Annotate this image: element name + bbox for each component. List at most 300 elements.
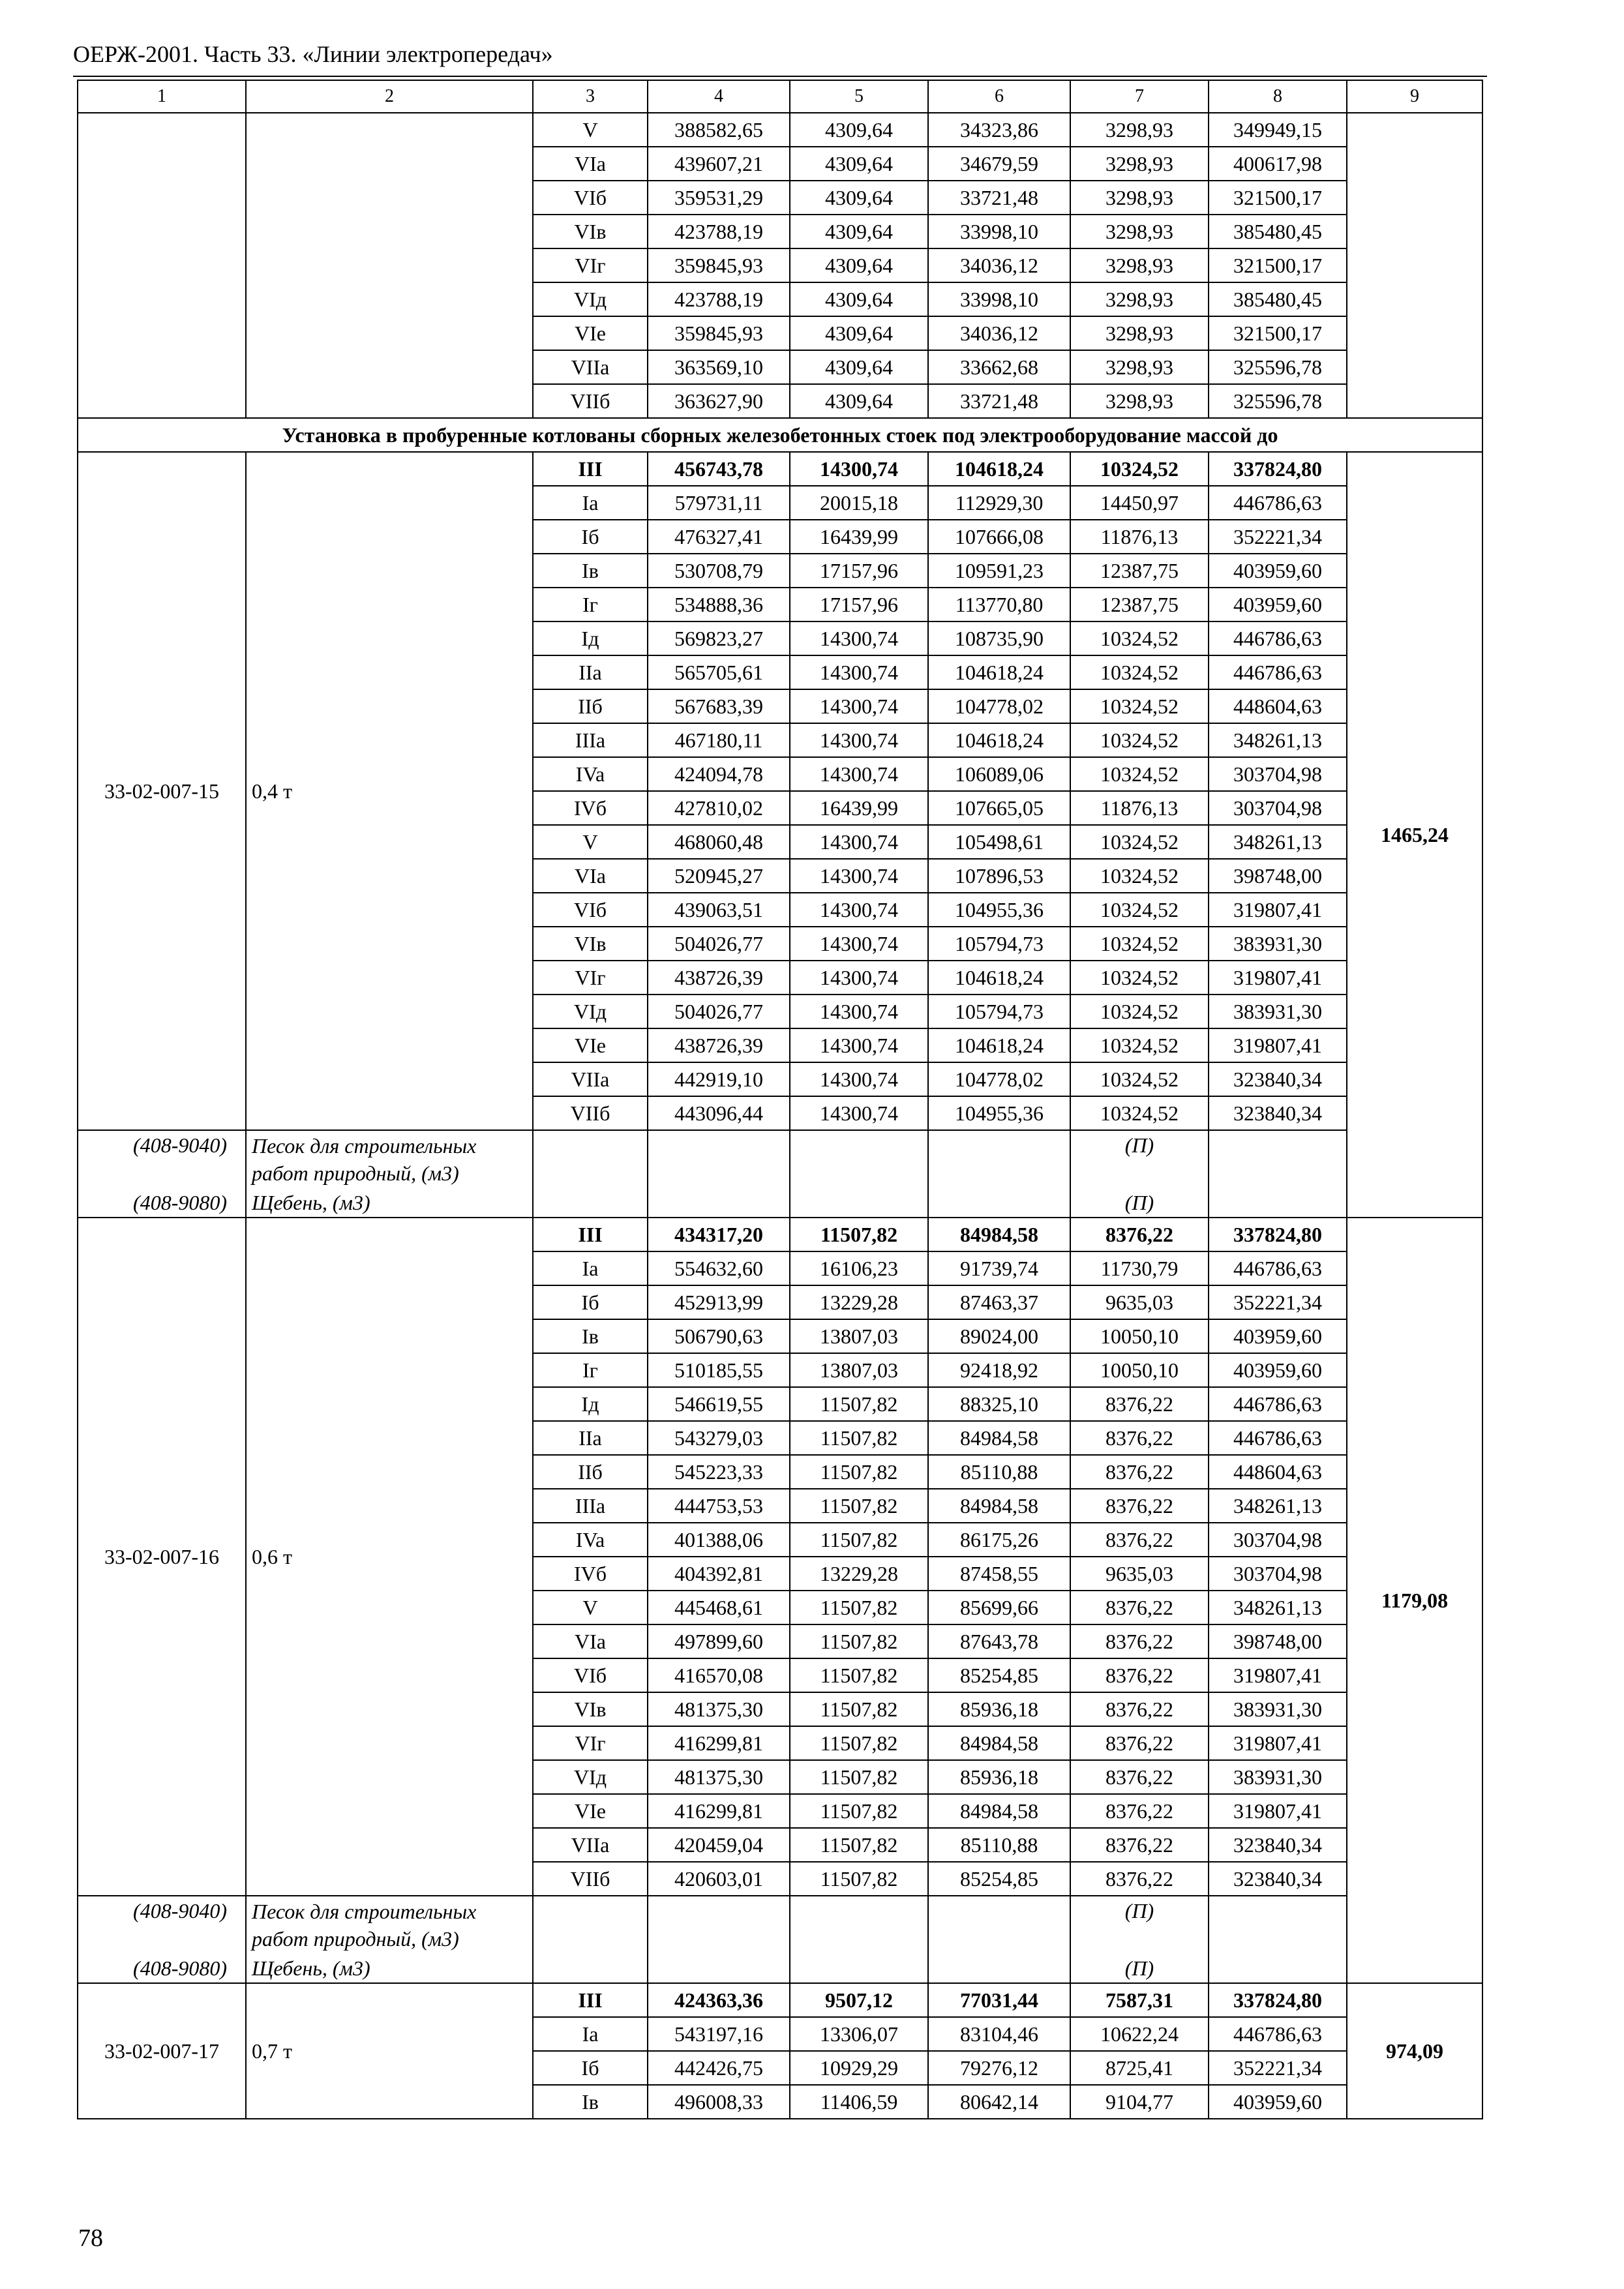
- rate-code: 33-02-007-15: [78, 452, 246, 1130]
- zone-cell: IVб: [533, 1557, 648, 1591]
- machinist-wages-cell: 8376,22: [1070, 1489, 1209, 1523]
- wages-cell: 13807,03: [790, 1319, 928, 1353]
- wages-cell: 14300,74: [790, 723, 928, 757]
- wages-cell: 14300,74: [790, 1028, 928, 1062]
- zone-cell: IVa: [533, 1523, 648, 1557]
- machines-cell: 104955,36: [928, 893, 1070, 927]
- machinist-wages-cell: 8376,22: [1070, 1726, 1209, 1760]
- material-name: [246, 1130, 533, 1188]
- machinist-wages-cell: 10324,52: [1070, 1028, 1209, 1062]
- material-name-line: Песок для строительных: [252, 1133, 477, 1158]
- machines-cell: 87458,55: [928, 1557, 1070, 1591]
- zone-cell: Ia: [533, 1251, 648, 1285]
- table-row: [78, 1218, 1482, 1251]
- zone-cell: VIa: [533, 147, 648, 181]
- materials-cell: 385480,45: [1209, 215, 1347, 248]
- machines-cell: 104618,24: [928, 1028, 1070, 1062]
- material-code: (408-9080): [78, 1188, 246, 1218]
- total-cost-cell: 504026,77: [648, 927, 790, 961]
- materials-cell: 446786,63: [1209, 2017, 1347, 2051]
- materials-cell: 383931,30: [1209, 1760, 1347, 1794]
- total-cost-cell: 445468,61: [648, 1591, 790, 1624]
- total-cost-cell: 424094,78: [648, 757, 790, 791]
- materials-cell: 385480,45: [1209, 282, 1347, 316]
- page-header: ОЕРЖ-2001. Часть 33. «Линии электропередач»: [73, 41, 553, 67]
- wages-cell: 11507,82: [790, 1794, 928, 1828]
- wages-cell: 20015,18: [790, 486, 928, 520]
- material-name: [246, 1896, 533, 1953]
- machines-cell: 85936,18: [928, 1760, 1070, 1794]
- wages-cell: 11507,82: [790, 1591, 928, 1624]
- machines-cell: 104778,02: [928, 1062, 1070, 1096]
- wages-cell: 14300,74: [790, 621, 928, 655]
- zone-cell: VIд: [533, 282, 648, 316]
- zone-cell: Iд: [533, 1387, 648, 1421]
- zone-cell: VIa: [533, 859, 648, 893]
- zone-cell: VIг: [533, 1726, 648, 1760]
- total-cost-cell: 520945,27: [648, 859, 790, 893]
- total-cost-cell: 504026,77: [648, 995, 790, 1028]
- wages-cell: 14300,74: [790, 1062, 928, 1096]
- machines-cell: 104618,24: [928, 655, 1070, 689]
- machinist-wages-cell: 8376,22: [1070, 1421, 1209, 1455]
- wages-cell: 4309,64: [790, 282, 928, 316]
- machinist-wages-cell: 12387,75: [1070, 554, 1209, 588]
- materials-cell: 446786,63: [1209, 1387, 1347, 1421]
- machines-cell: 34036,12: [928, 316, 1070, 350]
- machinist-wages-cell: 10324,52: [1070, 1096, 1209, 1130]
- machinist-wages-cell: 8376,22: [1070, 1794, 1209, 1828]
- zone-cell: IVб: [533, 791, 648, 825]
- materials-cell: 398748,00: [1209, 1624, 1347, 1658]
- machinist-wages-cell: 10324,52: [1070, 621, 1209, 655]
- code-cell: [78, 113, 246, 418]
- total-cost-cell: 401388,06: [648, 1523, 790, 1557]
- machines-cell: 107666,08: [928, 520, 1070, 554]
- material-code: (408-9080): [78, 1953, 246, 1983]
- total-cost-cell: 443096,44: [648, 1096, 790, 1130]
- zone-cell: III: [533, 1218, 648, 1251]
- wages-cell: 11507,82: [790, 1218, 928, 1251]
- wages-cell: 11507,82: [790, 1489, 928, 1523]
- zone-cell: VIв: [533, 215, 648, 248]
- zone-cell: VIд: [533, 1760, 648, 1794]
- zone-cell: Iг: [533, 588, 648, 621]
- materials-cell: 383931,30: [1209, 995, 1347, 1028]
- machinist-wages-cell: 3298,93: [1070, 181, 1209, 215]
- materials-cell: 303704,98: [1209, 791, 1347, 825]
- materials-cell: 323840,34: [1209, 1096, 1347, 1130]
- column-number-1: 1: [78, 80, 246, 113]
- machines-cell: 105498,61: [928, 825, 1070, 859]
- machines-cell: 85699,66: [928, 1591, 1070, 1624]
- materials-cell: 337824,80: [1209, 1218, 1347, 1251]
- empty-cell: [533, 1130, 648, 1188]
- materials-cell: 303704,98: [1209, 757, 1347, 791]
- material-row: [78, 1953, 1482, 1983]
- column-number-6: 6: [928, 80, 1070, 113]
- zone-cell: VIв: [533, 927, 648, 961]
- machines-cell: 88325,10: [928, 1387, 1070, 1421]
- material-name-line: работ природный, (м3): [252, 1161, 459, 1185]
- table-row: [78, 1983, 1482, 2017]
- total-cost-cell: 442919,10: [648, 1062, 790, 1096]
- materials-cell: 323840,34: [1209, 1062, 1347, 1096]
- empty-cell: [790, 1188, 928, 1218]
- machines-cell: 34679,59: [928, 147, 1070, 181]
- materials-cell: 348261,13: [1209, 723, 1347, 757]
- materials-cell: 319807,41: [1209, 1658, 1347, 1692]
- materials-cell: 337824,80: [1209, 452, 1347, 486]
- zone-cell: Ia: [533, 486, 648, 520]
- material-name-line: Щебень, (м3): [252, 1956, 370, 1980]
- zone-cell: IIIa: [533, 723, 648, 757]
- wages-cell: 14300,74: [790, 1096, 928, 1130]
- machinist-wages-cell: 3298,93: [1070, 215, 1209, 248]
- machinist-wages-cell: 11876,13: [1070, 791, 1209, 825]
- machinist-wages-cell: 3298,93: [1070, 113, 1209, 147]
- total-cost-cell: 506790,63: [648, 1319, 790, 1353]
- materials-cell: 400617,98: [1209, 147, 1347, 181]
- machines-cell: 34036,12: [928, 248, 1070, 282]
- wages-cell: 13306,07: [790, 2017, 928, 2051]
- machines-cell: 85254,85: [928, 1658, 1070, 1692]
- wages-cell: 4309,64: [790, 384, 928, 418]
- material-row: [78, 1188, 1482, 1218]
- zone-cell: VIб: [533, 1658, 648, 1692]
- zone-cell: VIe: [533, 1028, 648, 1062]
- wages-cell: 13229,28: [790, 1285, 928, 1319]
- machinist-wages-cell: 8376,22: [1070, 1658, 1209, 1692]
- wages-cell: 4309,64: [790, 215, 928, 248]
- total-cost-cell: 420459,04: [648, 1828, 790, 1862]
- extra-value: 974,09: [1347, 1983, 1482, 2119]
- materials-cell: 303704,98: [1209, 1557, 1347, 1591]
- machines-cell: 107896,53: [928, 859, 1070, 893]
- machines-cell: 109591,23: [928, 554, 1070, 588]
- wages-cell: 9507,12: [790, 1983, 928, 2017]
- total-cost-cell: 545223,33: [648, 1455, 790, 1489]
- wages-cell: 13229,28: [790, 1557, 928, 1591]
- machinist-wages-cell: 12387,75: [1070, 588, 1209, 621]
- materials-cell: 319807,41: [1209, 893, 1347, 927]
- empty-cell: [790, 1896, 928, 1953]
- machinist-wages-cell: 8376,22: [1070, 1828, 1209, 1862]
- machinist-wages-cell: 8376,22: [1070, 1387, 1209, 1421]
- machinist-wages-cell: 3298,93: [1070, 248, 1209, 282]
- machines-cell: 79276,12: [928, 2051, 1070, 2085]
- wages-cell: 11507,82: [790, 1828, 928, 1862]
- materials-cell: 403959,60: [1209, 1319, 1347, 1353]
- extra-cell: [1347, 113, 1482, 418]
- machinist-wages-cell: 8376,22: [1070, 1523, 1209, 1557]
- zone-cell: VIб: [533, 893, 648, 927]
- machines-cell: 107665,05: [928, 791, 1070, 825]
- machines-cell: 86175,26: [928, 1523, 1070, 1557]
- header-rule: [73, 76, 1487, 77]
- wages-cell: 11507,82: [790, 1387, 928, 1421]
- wages-cell: 11507,82: [790, 1726, 928, 1760]
- wages-cell: 11507,82: [790, 1862, 928, 1896]
- machines-cell: 104778,02: [928, 689, 1070, 723]
- materials-cell: 446786,63: [1209, 621, 1347, 655]
- machinist-wages-cell: 10324,52: [1070, 927, 1209, 961]
- zone-cell: VIг: [533, 961, 648, 995]
- zone-cell: VIб: [533, 181, 648, 215]
- wages-cell: 14300,74: [790, 825, 928, 859]
- total-cost-cell: 554632,60: [648, 1251, 790, 1285]
- total-cost-cell: 510185,55: [648, 1353, 790, 1387]
- machines-cell: 33662,68: [928, 350, 1070, 384]
- machines-cell: 84984,58: [928, 1726, 1070, 1760]
- materials-cell: 348261,13: [1209, 825, 1347, 859]
- empty-cell: [928, 1953, 1070, 1983]
- material-row: [78, 1130, 1482, 1188]
- materials-cell: 303704,98: [1209, 1523, 1347, 1557]
- wages-cell: 14300,74: [790, 927, 928, 961]
- machinist-wages-cell: 9635,03: [1070, 1557, 1209, 1591]
- materials-cell: 448604,63: [1209, 689, 1347, 723]
- machinist-wages-cell: 9635,03: [1070, 1285, 1209, 1319]
- machinist-wages-cell: 10324,52: [1070, 859, 1209, 893]
- wages-cell: 13807,03: [790, 1353, 928, 1387]
- total-cost-cell: 388582,65: [648, 113, 790, 147]
- material-flag: (П): [1070, 1188, 1209, 1218]
- materials-cell: 383931,30: [1209, 927, 1347, 961]
- empty-cell: [648, 1130, 790, 1188]
- wages-cell: 14300,74: [790, 757, 928, 791]
- wages-cell: 14300,74: [790, 995, 928, 1028]
- wages-cell: 14300,74: [790, 893, 928, 927]
- total-cost-cell: 468060,48: [648, 825, 790, 859]
- wages-cell: 14300,74: [790, 961, 928, 995]
- material-flag: (П): [1070, 1896, 1209, 1953]
- total-cost-cell: 363627,90: [648, 384, 790, 418]
- zone-cell: VIe: [533, 316, 648, 350]
- material-name: [246, 1188, 533, 1218]
- machinist-wages-cell: 11730,79: [1070, 1251, 1209, 1285]
- machines-cell: 104618,24: [928, 452, 1070, 486]
- machines-cell: 104955,36: [928, 1096, 1070, 1130]
- empty-cell: [928, 1896, 1070, 1953]
- material-name-line: Песок для строительных: [252, 1899, 477, 1923]
- machinist-wages-cell: 7587,31: [1070, 1983, 1209, 2017]
- material-flag: (П): [1070, 1953, 1209, 1983]
- empty-cell: [928, 1130, 1070, 1188]
- total-cost-cell: 427810,02: [648, 791, 790, 825]
- column-number-3: 3: [533, 80, 648, 113]
- zone-cell: VIIa: [533, 1062, 648, 1096]
- section-title-row: [78, 418, 1482, 452]
- materials-cell: 352221,34: [1209, 2051, 1347, 2085]
- machines-cell: 80642,14: [928, 2085, 1070, 2119]
- zone-cell: VIIa: [533, 350, 648, 384]
- machinist-wages-cell: 8376,22: [1070, 1455, 1209, 1489]
- rate-code: 33-02-007-17: [78, 1983, 246, 2119]
- wages-cell: 4309,64: [790, 316, 928, 350]
- materials-cell: 398748,00: [1209, 859, 1347, 893]
- empty-cell: [533, 1896, 648, 1953]
- machinist-wages-cell: 11876,13: [1070, 520, 1209, 554]
- machinist-wages-cell: 8725,41: [1070, 2051, 1209, 2085]
- zone-cell: V: [533, 1591, 648, 1624]
- materials-cell: 403959,60: [1209, 2085, 1347, 2119]
- machines-cell: 105794,73: [928, 927, 1070, 961]
- machines-cell: 85110,88: [928, 1455, 1070, 1489]
- machinist-wages-cell: 3298,93: [1070, 282, 1209, 316]
- wages-cell: 11406,59: [790, 2085, 928, 2119]
- machines-cell: 33998,10: [928, 282, 1070, 316]
- machinist-wages-cell: 8376,22: [1070, 1692, 1209, 1726]
- wages-cell: 11507,82: [790, 1421, 928, 1455]
- machines-cell: 34323,86: [928, 113, 1070, 147]
- zone-cell: Iб: [533, 1285, 648, 1319]
- materials-cell: 321500,17: [1209, 316, 1347, 350]
- extra-value: 1465,24: [1347, 452, 1482, 1218]
- wages-cell: 14300,74: [790, 689, 928, 723]
- zone-cell: VIг: [533, 248, 648, 282]
- wages-cell: 4309,64: [790, 113, 928, 147]
- materials-cell: 319807,41: [1209, 961, 1347, 995]
- total-cost-cell: 439607,21: [648, 147, 790, 181]
- total-cost-cell: 481375,30: [648, 1692, 790, 1726]
- wages-cell: 16106,23: [790, 1251, 928, 1285]
- zone-cell: Iб: [533, 2051, 648, 2085]
- wages-cell: 14300,74: [790, 452, 928, 486]
- machines-cell: 113770,80: [928, 588, 1070, 621]
- total-cost-cell: 565705,61: [648, 655, 790, 689]
- total-cost-cell: 543279,03: [648, 1421, 790, 1455]
- zone-cell: VIa: [533, 1624, 648, 1658]
- empty-cell: [790, 1130, 928, 1188]
- materials-cell: 325596,78: [1209, 384, 1347, 418]
- total-cost-cell: 434317,20: [648, 1218, 790, 1251]
- machines-cell: 87463,37: [928, 1285, 1070, 1319]
- zone-cell: V: [533, 825, 648, 859]
- machines-cell: 106089,06: [928, 757, 1070, 791]
- total-cost-cell: 467180,11: [648, 723, 790, 757]
- machines-cell: 105794,73: [928, 995, 1070, 1028]
- column-number-8: 8: [1209, 80, 1347, 113]
- zone-cell: III: [533, 1983, 648, 2017]
- total-cost-cell: 442426,75: [648, 2051, 790, 2085]
- material-code: (408-9040): [78, 1130, 246, 1188]
- total-cost-cell: 496008,33: [648, 2085, 790, 2119]
- materials-cell: 383931,30: [1209, 1692, 1347, 1726]
- total-cost-cell: 439063,51: [648, 893, 790, 927]
- total-cost-cell: 476327,41: [648, 520, 790, 554]
- total-cost-cell: 359845,93: [648, 316, 790, 350]
- materials-cell: 323840,34: [1209, 1862, 1347, 1896]
- rate-description: 0,4 т: [246, 452, 533, 1130]
- empty-cell: [648, 1896, 790, 1953]
- machines-cell: 92418,92: [928, 1353, 1070, 1387]
- material-code: (408-9040): [78, 1896, 246, 1953]
- zone-cell: VIIб: [533, 1096, 648, 1130]
- machinist-wages-cell: 10324,52: [1070, 995, 1209, 1028]
- materials-cell: 319807,41: [1209, 1726, 1347, 1760]
- machines-cell: 84984,58: [928, 1794, 1070, 1828]
- machines-cell: 84984,58: [928, 1218, 1070, 1251]
- machinist-wages-cell: 8376,22: [1070, 1862, 1209, 1896]
- column-number-4: 4: [648, 80, 790, 113]
- total-cost-cell: 543197,16: [648, 2017, 790, 2051]
- total-cost-cell: 363569,10: [648, 350, 790, 384]
- zone-cell: III: [533, 452, 648, 486]
- machinist-wages-cell: 10324,52: [1070, 452, 1209, 486]
- materials-cell: 352221,34: [1209, 1285, 1347, 1319]
- materials-cell: 446786,63: [1209, 1251, 1347, 1285]
- wages-cell: 4309,64: [790, 181, 928, 215]
- materials-cell: 323840,34: [1209, 1828, 1347, 1862]
- material-name: [246, 1953, 533, 1983]
- wages-cell: 11507,82: [790, 1658, 928, 1692]
- column-number-5: 5: [790, 80, 928, 113]
- machinist-wages-cell: 10050,10: [1070, 1319, 1209, 1353]
- machinist-wages-cell: 14450,97: [1070, 486, 1209, 520]
- section-title: Установка в пробуренные котлованы сборных железобетонных стоек под электрооборудование массой до: [78, 418, 1482, 452]
- zone-cell: Iб: [533, 520, 648, 554]
- empty-cell: [648, 1953, 790, 1983]
- total-cost-cell: 416299,81: [648, 1726, 790, 1760]
- total-cost-cell: 423788,19: [648, 282, 790, 316]
- materials-cell: 352221,34: [1209, 520, 1347, 554]
- wages-cell: 16439,99: [790, 791, 928, 825]
- materials-cell: 337824,80: [1209, 1983, 1347, 2017]
- machines-cell: 104618,24: [928, 961, 1070, 995]
- machines-cell: 83104,46: [928, 2017, 1070, 2051]
- machinist-wages-cell: 8376,22: [1070, 1624, 1209, 1658]
- zone-cell: Iг: [533, 1353, 648, 1387]
- total-cost-cell: 569823,27: [648, 621, 790, 655]
- machinist-wages-cell: 8376,22: [1070, 1591, 1209, 1624]
- material-row: [78, 1896, 1482, 1953]
- zone-cell: Iд: [533, 621, 648, 655]
- wages-cell: 16439,99: [790, 520, 928, 554]
- empty-cell: [790, 1953, 928, 1983]
- total-cost-cell: 534888,36: [648, 588, 790, 621]
- machinist-wages-cell: 9104,77: [1070, 2085, 1209, 2119]
- zone-cell: VIe: [533, 1794, 648, 1828]
- machines-cell: 33721,48: [928, 181, 1070, 215]
- materials-cell: 319807,41: [1209, 1028, 1347, 1062]
- machines-cell: 84984,58: [928, 1489, 1070, 1523]
- column-number-2: 2: [246, 80, 533, 113]
- wages-cell: 14300,74: [790, 655, 928, 689]
- machines-cell: 112929,30: [928, 486, 1070, 520]
- machinist-wages-cell: 8376,22: [1070, 1218, 1209, 1251]
- machinist-wages-cell: 10324,52: [1070, 893, 1209, 927]
- zone-cell: VIд: [533, 995, 648, 1028]
- total-cost-cell: 424363,36: [648, 1983, 790, 2017]
- machines-cell: 89024,00: [928, 1319, 1070, 1353]
- total-cost-cell: 481375,30: [648, 1760, 790, 1794]
- machinist-wages-cell: 8376,22: [1070, 1760, 1209, 1794]
- machines-cell: 33721,48: [928, 384, 1070, 418]
- total-cost-cell: 404392,81: [648, 1557, 790, 1591]
- zone-cell: IIa: [533, 655, 648, 689]
- machines-cell: 87643,78: [928, 1624, 1070, 1658]
- material-name-line: Щебень, (м3): [252, 1190, 370, 1214]
- machinist-wages-cell: 3298,93: [1070, 350, 1209, 384]
- wages-cell: 4309,64: [790, 248, 928, 282]
- machines-cell: 91739,74: [928, 1251, 1070, 1285]
- machinist-wages-cell: 10050,10: [1070, 1353, 1209, 1387]
- total-cost-cell: 567683,39: [648, 689, 790, 723]
- machinist-wages-cell: 10324,52: [1070, 1062, 1209, 1096]
- zone-cell: VIв: [533, 1692, 648, 1726]
- machines-cell: 33998,10: [928, 215, 1070, 248]
